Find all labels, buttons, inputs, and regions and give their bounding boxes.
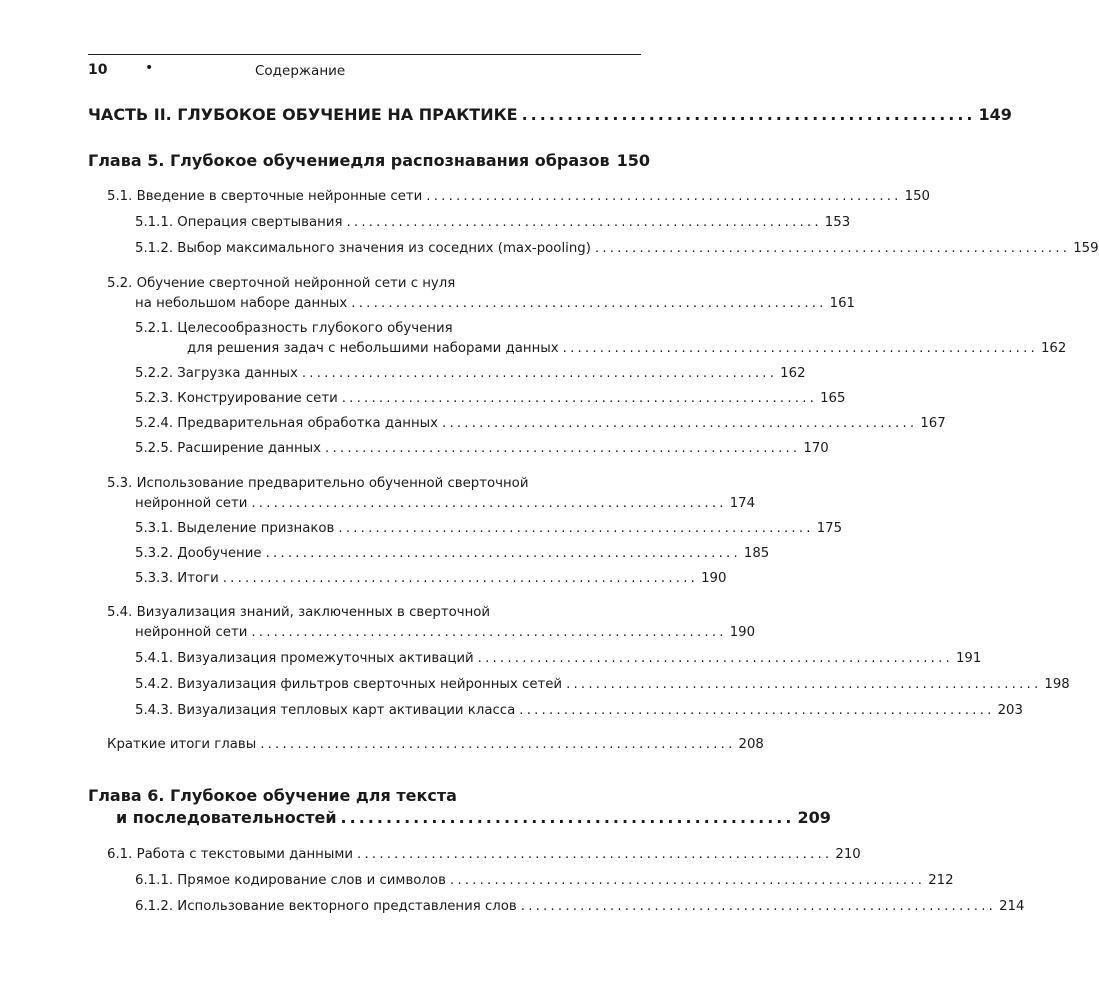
toc-title: 6.1.1. Прямое кодирование слов и символов [135,873,446,888]
toc-page: 153 [824,215,851,230]
toc-title: 5.2.2. Загрузка данных [135,366,298,381]
toc-page: 174 [729,496,756,511]
toc-title: для решения задач с небольшими наборами данных [187,341,559,356]
toc-leader: ................................................................ [442,416,918,431]
toc-entry-chapter-6-line1[interactable]: Глава 6. Глубокое обучение для текста [88,786,457,805]
toc-leader: ................................................................ [260,737,736,752]
toc-entry-5-3-line1[interactable]: 5.3. Использование предварительно обученной сверточной [107,476,529,491]
toc-leader: ................................................................ [222,571,699,586]
toc-title: 5.1.1. Операция свертывания [135,215,343,230]
toc-title: 5.4.2. Визуализация фильтров сверточных нейронных сетей [135,677,563,692]
running-title: Содержание [255,63,346,79]
toc-page: 165 [820,391,846,406]
toc-entry-6-1[interactable] [107,847,861,862]
toc-title: 5.2.5. Расширение данных [135,441,322,456]
toc-leader: ................................................................ [346,215,822,230]
toc-title: Краткие итоги главы [107,737,257,752]
toc-page: 214 [999,899,1025,914]
toc-page: 150 [616,151,650,170]
toc-page: 167 [920,416,946,431]
toc-title: нейронной сети [135,625,248,640]
toc-page: 159 [1073,241,1099,256]
toc-entry-5-2-2[interactable] [135,366,806,381]
toc-leader: ................................................................ [265,546,741,561]
toc-entry-summary-5[interactable] [107,737,764,752]
header-rule [88,54,641,55]
toc-leader: ................................................................ [426,189,902,204]
toc-title: 5.3.2. Дообучение [135,546,262,561]
toc-page: 149 [978,105,1012,124]
toc-title: 5.3.3. Итоги [135,571,219,586]
toc-page: 150 [904,189,930,204]
toc-entry-5-3[interactable] [135,496,756,511]
toc-page: 185 [743,546,770,561]
toc-leader: ................................................................ [519,703,995,718]
toc-title: 5.2.4. Предварительная обработка данных [135,416,439,431]
toc-leader: ................................................................ [449,873,926,888]
toc-entry-5-3-2[interactable] [135,546,770,561]
toc-page: 175 [816,521,843,536]
toc-leader: .................................................. [340,808,795,827]
toc-entry-chapter-6[interactable] [116,808,831,827]
toc-entry-5-2-line1[interactable]: 5.2. Обучение сверточной нейронной сети с нуля [107,276,456,291]
toc-entry-5-4-2[interactable] [135,677,1070,692]
toc-page: 170 [803,441,829,456]
toc-leader: ................................................................ [477,651,953,666]
toc-entry-5-2-5[interactable] [135,441,829,456]
toc-entry-6-1-2[interactable] [135,899,1025,914]
toc-leader: ................................................................ [341,391,818,406]
toc-entry-5-3-3[interactable] [135,571,727,586]
toc-title: и последовательностей [116,808,337,827]
toc-page: 209 [797,808,831,827]
toc-leader: .................................................. [521,105,976,124]
toc-title: 5.2.3. Конструирование сети [135,391,338,406]
toc-page: 191 [955,651,982,666]
toc-entry-5-1-1[interactable] [135,215,851,230]
toc-entry-5-1-2[interactable] [135,241,1099,256]
toc-title: 5.4.1. Визуализация промежуточных активаций [135,651,474,666]
toc-entry-5-4-line1[interactable]: 5.4. Визуализация знаний, заключенных в сверточной [107,605,491,620]
toc-page: 212 [928,873,954,888]
toc-title: 5.3.1. Выделение признаков [135,521,335,536]
toc-title: ЧАСТЬ II. ГЛУБОКОЕ ОБУЧЕНИЕ НА ПРАКТИКЕ [88,105,518,124]
toc-page: 162 [1040,341,1067,356]
toc-entry-5-2-1[interactable] [187,341,1067,356]
toc-entry-chapter-5[interactable] [88,151,650,170]
toc-entry-5-4-1[interactable] [135,651,982,666]
toc-leader: ................................................................ [251,496,727,511]
toc-leader: ................................................................ [351,296,827,311]
toc-page: 190 [701,571,727,586]
toc-page: 198 [1044,677,1070,692]
header-bullet: • [145,60,154,76]
toc-entry-5-4-3[interactable] [135,703,1023,718]
toc-entry-5-3-1[interactable] [135,521,843,536]
toc-page: 208 [738,737,764,752]
toc-entry-5-2-4[interactable] [135,416,946,431]
toc-title: на небольшом наборе данных [135,296,348,311]
toc-leader: ................................................................ [325,441,801,456]
toc-page: 161 [829,296,855,311]
toc-leader: ................................................................ [357,847,833,862]
toc-title: Глава 5. Глубокое обучениедля распознавания образов [88,151,610,170]
toc-title: 5.1. Введение в сверточные нейронные сети [107,189,423,204]
toc-page: 203 [997,703,1023,718]
page-number: 10 [88,62,108,78]
toc-title: нейронной сети [135,496,248,511]
toc-entry-6-1-1[interactable] [135,873,954,888]
toc-title: 6.1. Работа с текстовыми данными [107,847,354,862]
toc-leader: ................................................................ [566,677,1042,692]
toc-title: 5.4.3. Визуализация тепловых карт активации класса [135,703,516,718]
toc-leader: ................................................................ [251,625,727,640]
toc-entry-5-1[interactable] [107,189,930,204]
toc-page: 162 [780,366,806,381]
running-header [88,60,641,82]
toc-title: 5.1.2. Выбор максимального значения из соседних (max-pooling) [135,241,591,256]
toc-leader: ................................................................ [301,366,778,381]
toc-entry-5-2-3[interactable] [135,391,846,406]
toc-page: 190 [729,625,756,640]
toc-leader: ................................................................ [338,521,814,536]
toc-entry-5-2[interactable] [135,296,855,311]
toc-leader: ................................................................ [562,341,1038,356]
toc-leader: ................................................................ [520,899,997,914]
toc-entry-part-2[interactable] [88,105,1012,124]
toc-page: 210 [835,847,861,862]
toc-leader: ................................................................ [594,241,1071,256]
toc-entry-5-4[interactable] [135,625,756,640]
toc-entry-5-2-1-line1[interactable]: 5.2.1. Целесообразность глубокого обучения [135,321,453,336]
toc-title: 6.1.2. Использование векторного представления слов [135,899,517,914]
